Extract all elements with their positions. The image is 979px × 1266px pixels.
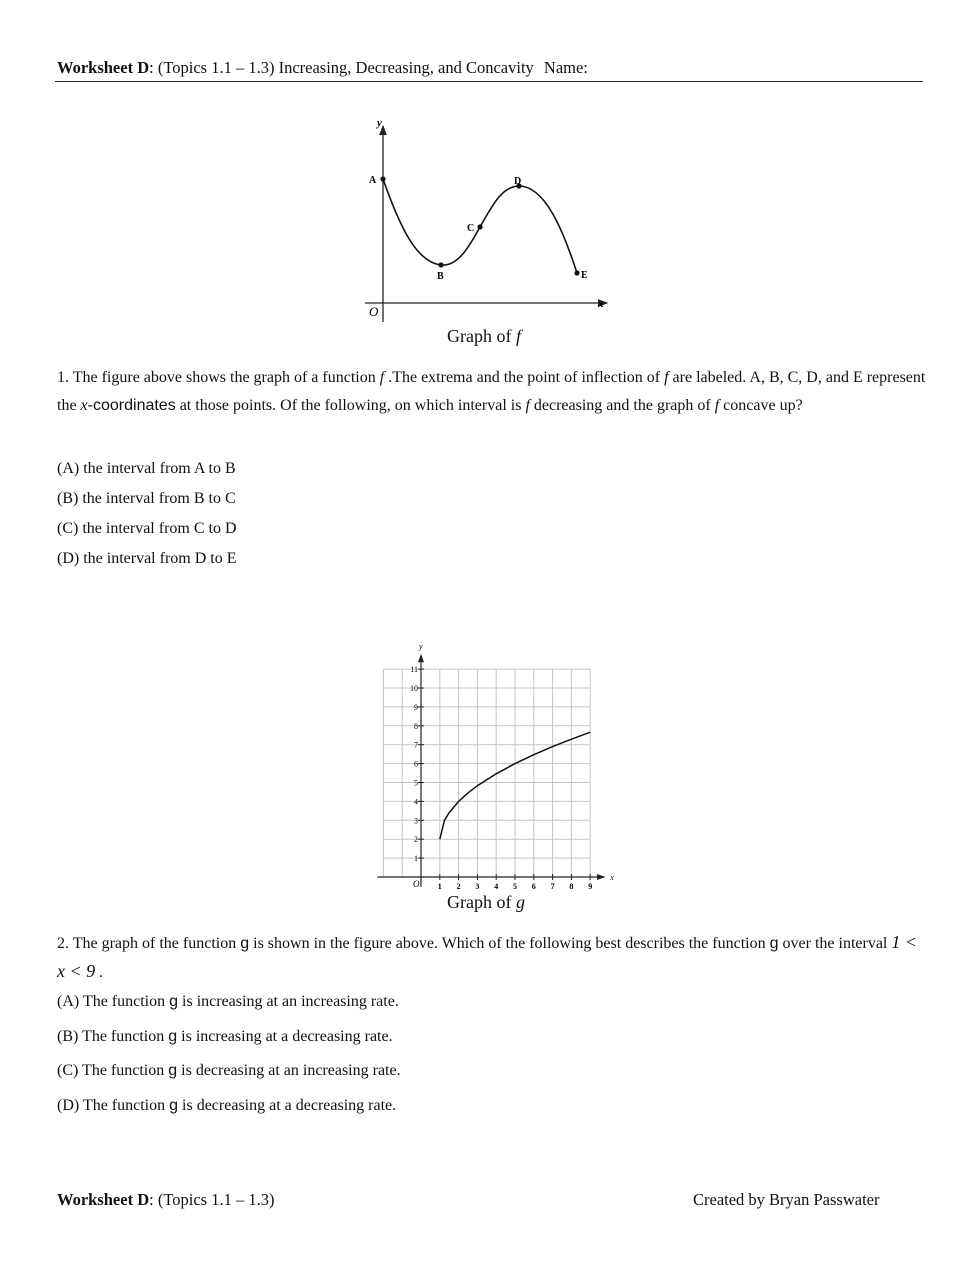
f-y-axis-label: y: [377, 117, 382, 129]
point-a: [380, 176, 385, 181]
header-divider: [55, 81, 923, 82]
q2-option-text: (D) The function: [57, 1097, 170, 1114]
q2-option-d[interactable]: [57, 1097, 396, 1115]
point-c-label: C: [467, 223, 475, 234]
g-grid: [383, 669, 590, 877]
q1-text-part: decreasing and the graph of: [529, 396, 715, 414]
g-x-tick-label: 6: [531, 882, 536, 891]
point-c: [477, 224, 482, 229]
graph-f-caption-text: Graph of: [447, 326, 516, 346]
point-b: [438, 262, 443, 267]
q1-option-d[interactable]: (D) the interval from D to E: [57, 550, 237, 567]
q2-function-symbol: g: [169, 993, 179, 1010]
point-e: [574, 270, 579, 275]
worksheet-header: [57, 58, 588, 78]
q2-option-text: (B) The function: [57, 1028, 169, 1045]
g-y-tick-label: 9: [414, 702, 418, 712]
q1-x-variable: x: [80, 396, 88, 414]
g-x-tick-label: 8: [569, 882, 574, 891]
g-y-axis-label: y: [419, 642, 423, 652]
q2-interval: 1 < x < 9: [57, 932, 918, 981]
q2-text-part: over the interval: [778, 935, 892, 952]
point-b-label: B: [437, 271, 444, 282]
q2-option-text: is decreasing at a decreasing rate.: [178, 1097, 397, 1114]
q2-option-text: (A) The function: [57, 993, 170, 1010]
q1-option-c[interactable]: (C) the interval from C to D: [57, 520, 237, 537]
q2-function-symbol: g: [168, 1062, 178, 1079]
point-a-label: A: [369, 175, 377, 186]
g-y-tick-label: 2: [414, 835, 418, 845]
g-x-tick-label: 4: [494, 882, 499, 891]
g-y-tick-label: 1: [414, 854, 418, 864]
g-x-tick-label: 2: [456, 882, 461, 891]
g-y-tick-label: 4: [414, 797, 418, 807]
q2-text-part: .: [95, 963, 104, 981]
name-label: Name:: [543, 58, 588, 77]
q1-function-symbol: f: [379, 369, 385, 386]
g-y-tick-label: 8: [414, 721, 418, 731]
graph-f-caption-fn: f: [515, 326, 521, 346]
graph-g-caption-fn: g: [515, 892, 525, 912]
g-x-tick-label: 7: [550, 882, 555, 891]
g-y-tick-label: 11: [410, 665, 418, 675]
q2-option-text: is increasing at an increasing rate.: [178, 993, 399, 1010]
graph-g-caption-text: Graph of: [447, 892, 516, 912]
question-2-text: [57, 929, 927, 986]
q1-function-symbol: f: [664, 369, 669, 386]
q2-function-symbol: g: [769, 935, 779, 952]
f-x-axis-label: x: [598, 298, 604, 310]
worksheet-topics: : (Topics 1.1 – 1.3) Increasing, Decreasing, and Concavity: [149, 58, 534, 77]
q2-function-symbol: g: [240, 935, 250, 952]
q1-option-a[interactable]: (A) the interval from A to B: [57, 460, 236, 477]
g-y-tick-label: 7: [414, 740, 418, 750]
graph-of-f: [355, 110, 615, 330]
point-e-label: E: [581, 270, 588, 281]
g-origin-label: O: [413, 879, 420, 889]
q1-text-part: concave up?: [719, 396, 803, 414]
footer-title: Worksheet D: [57, 1190, 150, 1209]
graph-g-caption: [447, 892, 525, 913]
g-x-tick-label: 5: [513, 882, 517, 891]
g-y-tick-label: 10: [410, 684, 418, 693]
g-x-tick-label: 3: [475, 882, 480, 891]
q2-option-text: is decreasing at an increasing rate.: [177, 1062, 401, 1079]
q1-function-symbol: f: [525, 396, 530, 414]
q1-text-part: .The extrema and the point of inflection of: [384, 369, 665, 386]
q2-option-text: is increasing at a decreasing rate.: [177, 1028, 393, 1045]
g-y-tick-label: 6: [414, 759, 418, 769]
q2-option-a[interactable]: [57, 993, 399, 1011]
g-x-tick-label: 9: [588, 882, 593, 891]
graph-of-g: [370, 638, 630, 894]
g-ticks: [410, 665, 592, 891]
g-y-tick-label: 5: [414, 778, 418, 788]
q2-text-part: is shown in the figure above. Which of the following best describes the function: [249, 935, 770, 952]
q2-option-text: (C) The function: [57, 1062, 169, 1079]
q1-text-part: at those points. Of the following, on which interval is: [175, 396, 526, 414]
q1-option-b[interactable]: (B) the interval from B to C: [57, 490, 236, 507]
q2-text-part: 2. The graph of the function: [57, 935, 241, 952]
q1-coordinates-word: -coordinates: [87, 396, 176, 414]
point-d-label: D: [514, 176, 522, 187]
question-1-text: [57, 364, 927, 419]
footer-topics: : (Topics 1.1 – 1.3): [149, 1190, 275, 1209]
footer-left: [57, 1190, 274, 1210]
q2-option-c[interactable]: [57, 1062, 401, 1080]
q2-function-symbol: g: [168, 1028, 178, 1045]
q1-text-part: are labeled. A, B, C, D, and E represent the: [57, 369, 926, 414]
g-x-tick-label: 1: [437, 882, 442, 891]
q1-text-part: 1. The figure above shows the graph of a function: [57, 369, 380, 386]
q2-option-b[interactable]: [57, 1028, 393, 1046]
g-x-axis-label: x: [610, 873, 614, 882]
q1-function-symbol: f: [714, 396, 720, 414]
f-origin-label: O: [369, 304, 379, 319]
worksheet-title: Worksheet D: [57, 58, 150, 77]
graph-f-caption: [447, 326, 521, 347]
footer-credit: Created by Bryan Passwater: [693, 1190, 880, 1209]
q2-function-symbol: g: [169, 1097, 179, 1114]
g-y-tick-label: 3: [414, 816, 418, 826]
